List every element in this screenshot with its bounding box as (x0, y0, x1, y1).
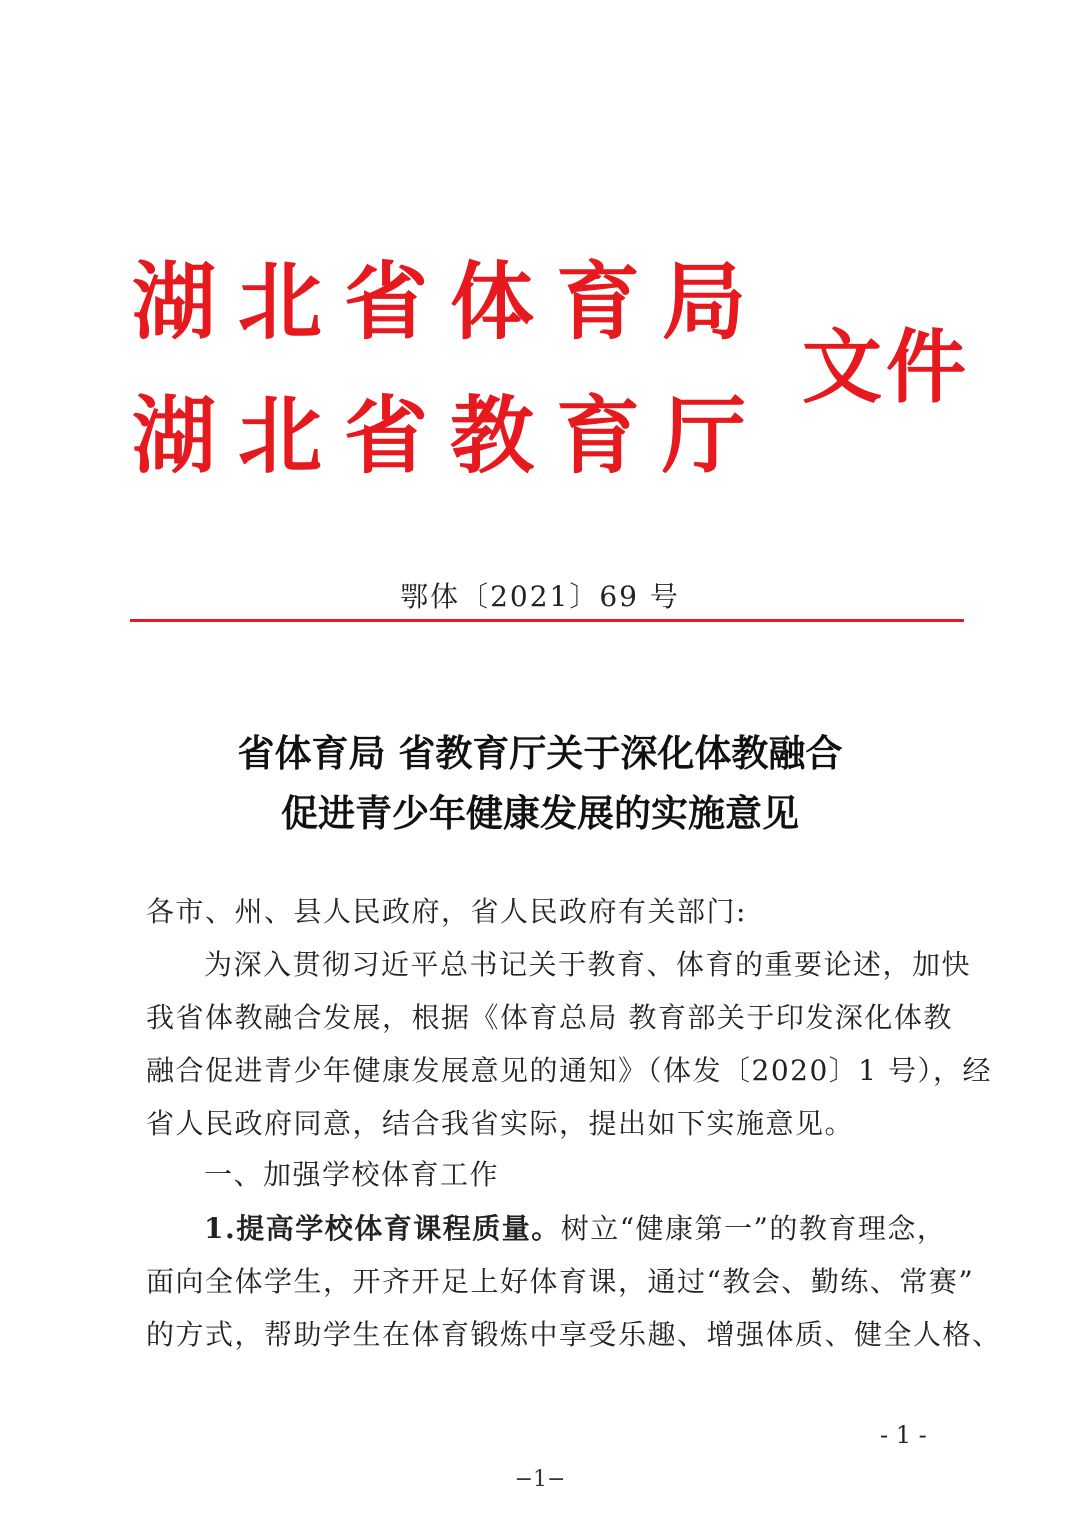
page-number-center: −1− (514, 1467, 566, 1492)
paragraph-1-line-1: 为深入贯彻习近平总书记关于教育、体育的重要论述，加快 (204, 948, 972, 981)
red-masthead (132, 248, 972, 485)
salutation: 各市、州、县人民政府，省人民政府有关部门: (146, 895, 747, 928)
masthead-agency-education-dept: 湖北省教育厅 (132, 387, 769, 485)
item-1-line-1 (204, 1212, 947, 1245)
document-title-line-1: 省体育局 省教育厅关于深化体教融合 (237, 731, 843, 775)
item-1-line-2: 面向全体学生，开齐开足上好体育课，通过“教会、勤练、常赛” (146, 1265, 975, 1298)
section-heading-1: 一、加强学校体育工作 (204, 1158, 500, 1191)
item-1-line-3: 的方式，帮助学生在体育锻炼中享受乐趣、增强体质、健全人格、 (146, 1318, 1002, 1351)
page-number-right: - 1 - (880, 1421, 927, 1449)
item-1-heading: 1.提高学校体育课程质量。 (204, 1212, 561, 1245)
paragraph-1-line-2: 我省体教融合发展，根据《体育总局 教育部关于印发深化体教 (146, 1001, 953, 1034)
document-number: 鄂体〔2021〕69 号 (400, 580, 680, 613)
document-title-line-2: 促进青少年健康发展的实施意见 (281, 791, 799, 835)
red-divider-line (130, 619, 964, 622)
masthead-agency-sports-bureau: 湖北省体育局 (132, 253, 769, 351)
masthead-document-type: 文件 (802, 321, 970, 414)
paragraph-1-line-3: 融合促进青少年健康发展意见的通知》（体发〔2020〕1 号），经 (146, 1054, 992, 1087)
paragraph-1-line-4: 省人民政府同意，结合我省实际，提出如下实施意见。 (146, 1107, 855, 1140)
item-1-text: 树立“健康第一”的教育理念， (560, 1212, 947, 1245)
